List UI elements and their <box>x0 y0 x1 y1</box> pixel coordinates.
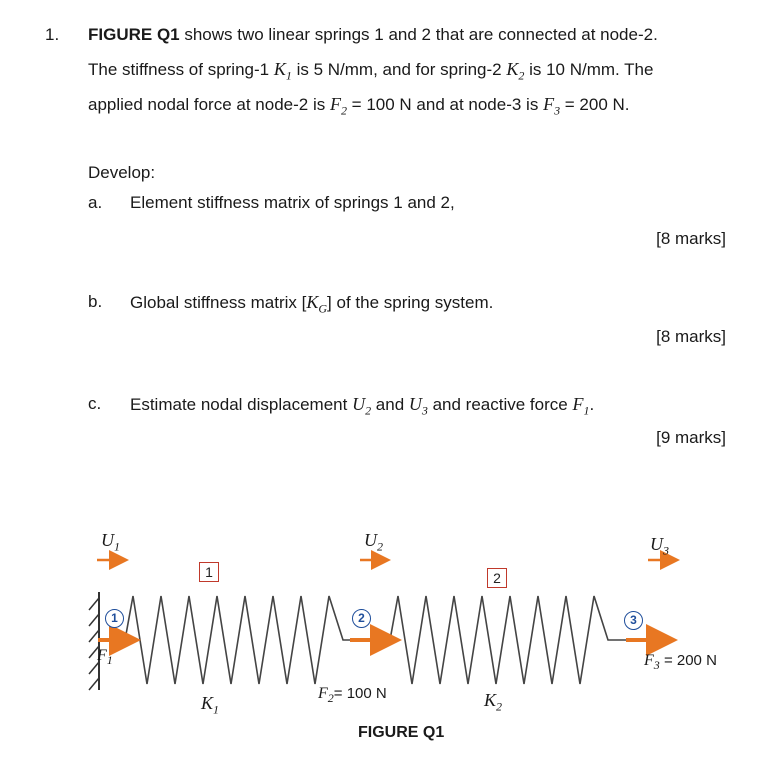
f3-label: $F_3 = 200$ N <box>644 652 717 673</box>
part-a-marks: [8 marks] <box>656 229 726 248</box>
u2-label: $U_2$ <box>364 530 383 554</box>
question-line-3: applied nodal force at node-2 is $F_2 = 100$ N and at node-3 is $F_3 = 200$ N. <box>88 94 630 118</box>
part-c-marks: [9 marks] <box>656 428 726 447</box>
question-line-2: The stiffness of spring-1 $K_1$ is 5 N/mm, and for spring-2 $K_2$ is 10 N/mm. The <box>88 59 654 83</box>
part-b-text: Global stiffness matrix $[K_G]$ of the spring system. <box>130 292 494 316</box>
question-number: 1. <box>45 25 60 44</box>
develop-label: Develop: <box>88 163 156 182</box>
spring-2 <box>376 596 628 684</box>
part-a-text: Element stiffness matrix of springs 1 and 2, <box>130 193 455 212</box>
part-b-letter: b. <box>88 292 103 311</box>
element-1-box: 1 <box>199 562 219 582</box>
question-line-1: FIGURE Q1 shows two linear springs 1 and 2 that are connected at node-2. <box>88 25 658 44</box>
f1-label: $F_1$ <box>97 647 113 668</box>
u3-label: $U_3$ <box>650 534 669 558</box>
u1-label: $U_1$ <box>101 530 120 554</box>
part-c-text: Estimate nodal displacement $U_2$ and $U_3$ and reactive force $F_1$. <box>130 394 595 418</box>
part-c-letter: c. <box>88 394 102 413</box>
part-b-marks: [8 marks] <box>656 327 726 346</box>
f2-label: $F_2= 100$ N <box>318 685 387 706</box>
element-2-box: 2 <box>487 568 507 588</box>
figure-caption: FIGURE Q1 <box>358 724 445 741</box>
part-a-letter: a. <box>88 193 103 212</box>
fixed-wall <box>89 592 99 690</box>
node-2: 2 <box>352 609 371 628</box>
k1-label: $K_1$ <box>201 693 220 717</box>
node-1: 1 <box>105 609 124 628</box>
node-3: 3 <box>624 611 643 630</box>
spring-1 <box>107 596 362 684</box>
figure-ref: FIGURE Q1 <box>88 25 180 44</box>
k2-label: $K_2$ <box>484 690 503 714</box>
